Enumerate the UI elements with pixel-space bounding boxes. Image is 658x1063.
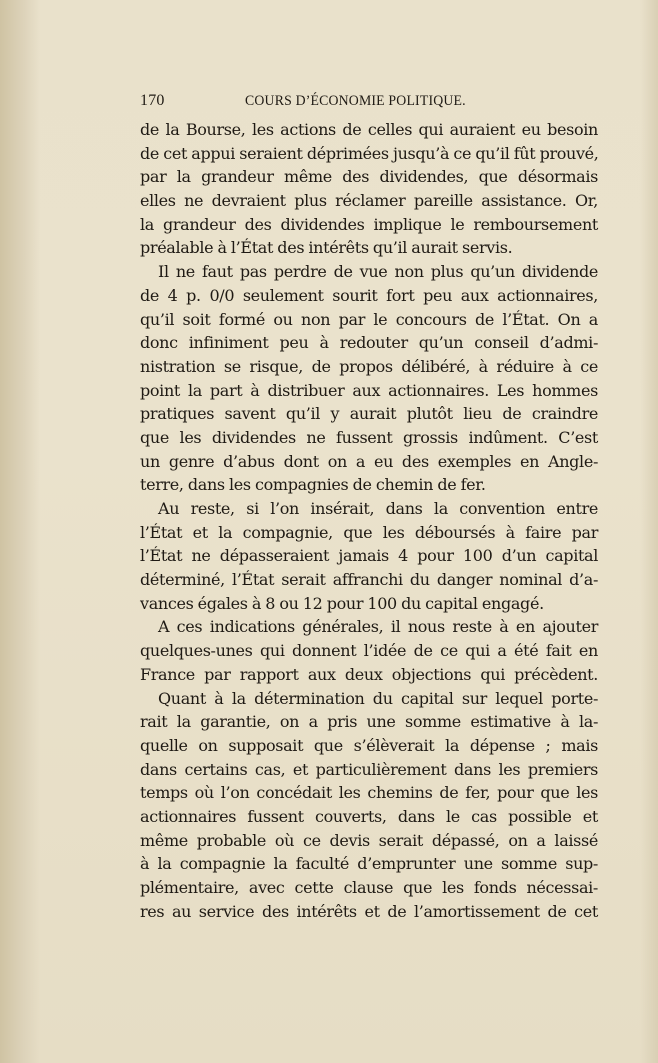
- text-line: elles ne devraient plus réclamer pareille assistance. Or,: [140, 191, 598, 211]
- text-line: dans certains cas, et particulièrement dans les premiers: [140, 759, 598, 779]
- page-text-block: [140, 92, 598, 923]
- text-line: res au service des intérêts et de l’amortissement de cet: [140, 901, 598, 921]
- text-line: actionnaires fussent couverts, dans le cas possible et: [140, 806, 598, 826]
- page-number: 170: [140, 92, 165, 109]
- binding-shadow: [0, 0, 40, 1063]
- text-line: quelle on supposait que s’élèverait la dépense ; mais: [140, 735, 598, 755]
- text-line: temps où l’on concédait les chemins de fer, pour que les: [140, 783, 598, 803]
- text-line: Il ne faut pas perdre de vue non plus qu’un dividende: [158, 262, 598, 282]
- text-line: de cet appui seraient déprimées jusqu’à ce qu’il fût prouvé,: [140, 143, 599, 163]
- text-line: à la compagnie la faculté d’emprunter une somme sup-: [140, 854, 598, 874]
- text-line: que les dividendes ne fussent grossis indûment. C’est: [140, 427, 598, 447]
- text-line: quelques-unes qui donnent l’idée de ce qui a été fait en: [140, 641, 598, 661]
- text-line: point la part à distribuer aux actionnaires. Les hommes: [140, 380, 598, 400]
- text-line: A ces indications générales, il nous reste à en ajouter: [158, 617, 598, 637]
- text-line: l’État ne dépasseraient jamais 4 pour 100 d’un capital: [140, 546, 598, 566]
- text-line: l’État et la compagnie, que les déboursés à faire par: [140, 522, 598, 542]
- text-line: vances égales à 8 ou 12 pour 100 du capital engagé.: [140, 593, 544, 613]
- text-line: préalable à l’État des intérêts qu’il aurait servis.: [140, 238, 513, 258]
- text-line: rait la garantie, on a pris une somme estimative à la-: [140, 712, 598, 732]
- text-line: donc infiniment peu à redouter qu’un conseil d’admi-: [140, 333, 598, 353]
- text-line: par la grandeur même des dividendes, que désormais: [140, 167, 598, 187]
- page-edge-shadow: [640, 0, 658, 1063]
- text-line: même probable où ce devis serait dépassé, on a laissé: [140, 830, 598, 850]
- text-line: déterminé, l’État serait affranchi du danger nominal d’a-: [140, 570, 598, 590]
- text-line: plémentaire, avec cette clause que les fonds nécessai-: [140, 878, 598, 897]
- text-line: nistration se risque, de propos délibéré, à réduire à ce: [140, 356, 598, 376]
- text-line: qu’il soit formé ou non par le concours de l’État. On a: [140, 309, 598, 329]
- running-head: [140, 92, 598, 118]
- text-line: terre, dans les compagnies de chemin de fer.: [140, 475, 486, 495]
- body-text: [140, 118, 598, 923]
- text-line: pratiques savent qu’il y aurait plutôt lieu de craindre: [140, 404, 598, 424]
- text-line: de 4 p. 0/0 seulement sourit fort peu aux actionnaires,: [140, 285, 598, 305]
- text-line: Quant à la détermination du capital sur lequel porte-: [158, 688, 598, 708]
- text-line: Au reste, si l’on insérait, dans la convention entre: [158, 499, 598, 518]
- running-title: COURS D’ÉCONOMIE POLITIQUE.: [245, 93, 466, 109]
- text-line: la grandeur des dividendes implique le remboursement: [140, 214, 598, 234]
- text-line: un genre d’abus dont on a eu des exemples en Angle-: [140, 451, 598, 471]
- text-line: France par rapport aux deux objections qui précèdent.: [140, 664, 598, 684]
- text-line: de la Bourse, les actions de celles qui auraient eu besoin: [140, 120, 598, 139]
